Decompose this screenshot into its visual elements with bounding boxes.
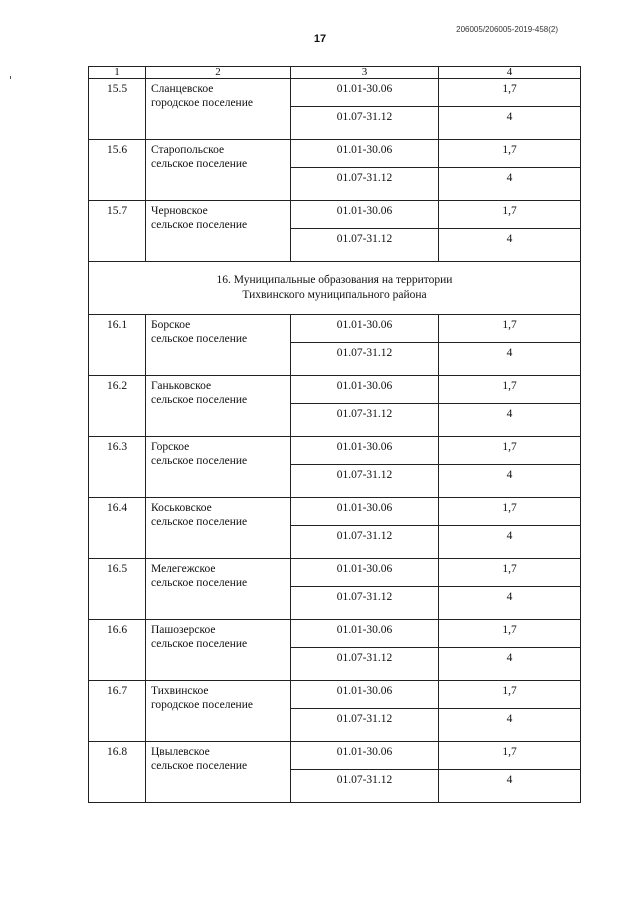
row-number: 16.8 <box>89 742 146 803</box>
row-number: 16.4 <box>89 498 146 559</box>
period-second-half: 01.07-31.12 <box>291 107 439 140</box>
coefficient-first-half: 1,7 <box>439 376 581 404</box>
coefficient-second-half: 4 <box>439 709 581 742</box>
coefficient-second-half: 4 <box>439 770 581 803</box>
row-number: 15.6 <box>89 140 146 201</box>
period-second-half: 01.07-31.12 <box>291 770 439 803</box>
period-first-half: 01.01-30.06 <box>291 498 439 526</box>
coefficient-second-half: 4 <box>439 587 581 620</box>
table-row <box>89 559 581 587</box>
coefficient-first-half: 1,7 <box>439 742 581 770</box>
period-first-half: 01.01-30.06 <box>291 315 439 343</box>
coefficient-first-half: 1,7 <box>439 681 581 709</box>
municipality-name <box>146 140 291 201</box>
column-header-2: 2 <box>146 67 291 79</box>
coefficient-second-half: 4 <box>439 343 581 376</box>
coefficient-second-half: 4 <box>439 465 581 498</box>
municipality-name-line1: Горское <box>151 441 190 453</box>
coefficient-second-half: 4 <box>439 648 581 681</box>
period-first-half: 01.01-30.06 <box>291 620 439 648</box>
period-first-half: 01.01-30.06 <box>291 559 439 587</box>
period-first-half: 01.01-30.06 <box>291 140 439 168</box>
period-second-half: 01.07-31.12 <box>291 587 439 620</box>
table-row <box>89 376 581 404</box>
period-first-half: 01.01-30.06 <box>291 681 439 709</box>
municipality-name-line2: сельское поселение <box>151 333 248 345</box>
coefficient-second-half: 4 <box>439 107 581 140</box>
coefficient-second-half: 4 <box>439 526 581 559</box>
coefficient-first-half: 1,7 <box>439 498 581 526</box>
coefficient-first-half: 1,7 <box>439 437 581 465</box>
row-number: 16.1 <box>89 315 146 376</box>
period-second-half: 01.07-31.12 <box>291 648 439 681</box>
coefficient-second-half: 4 <box>439 168 581 201</box>
table-row <box>89 140 581 168</box>
period-second-half: 01.07-31.12 <box>291 526 439 559</box>
margin-mark <box>10 76 11 79</box>
coefficient-second-half: 4 <box>439 229 581 262</box>
municipality-name-line2: сельское поселение <box>151 638 248 650</box>
row-number: 15.7 <box>89 201 146 262</box>
table-row <box>89 201 581 229</box>
column-header-row <box>89 67 581 79</box>
table-row <box>89 620 581 648</box>
row-number: 16.7 <box>89 681 146 742</box>
municipality-name-line1: Борское <box>151 319 191 331</box>
period-second-half: 01.07-31.12 <box>291 465 439 498</box>
municipality-name <box>146 681 291 742</box>
tariff-table <box>88 66 581 803</box>
section-heading-line2: Тихвинского муниципального района <box>242 289 427 301</box>
municipality-name-line1: Сланцевское <box>151 83 214 95</box>
coefficient-first-half: 1,7 <box>439 201 581 229</box>
period-first-half: 01.01-30.06 <box>291 742 439 770</box>
period-first-half: 01.01-30.06 <box>291 376 439 404</box>
period-second-half: 01.07-31.12 <box>291 404 439 437</box>
coefficient-second-half: 4 <box>439 404 581 437</box>
row-number: 16.6 <box>89 620 146 681</box>
period-second-half: 01.07-31.12 <box>291 168 439 201</box>
municipality-name-line2: сельское поселение <box>151 394 248 406</box>
municipality-name-line2: сельское поселение <box>151 516 248 528</box>
period-first-half: 01.01-30.06 <box>291 201 439 229</box>
table-row <box>89 79 581 107</box>
municipality-name <box>146 315 291 376</box>
coefficient-first-half: 1,7 <box>439 315 581 343</box>
row-number: 15.5 <box>89 79 146 140</box>
municipality-name-line2: сельское поселение <box>151 219 248 231</box>
municipality-name-line1: Старопольское <box>151 144 225 156</box>
municipality-name-line1: Черновское <box>151 205 208 217</box>
page-number: 17 <box>313 33 327 45</box>
municipality-name <box>146 498 291 559</box>
period-first-half: 01.01-30.06 <box>291 79 439 107</box>
column-header-1: 1 <box>89 67 146 79</box>
period-second-half: 01.07-31.12 <box>291 709 439 742</box>
table-row <box>89 498 581 526</box>
coefficient-first-half: 1,7 <box>439 559 581 587</box>
municipality-name-line1: Ганьковское <box>151 380 212 392</box>
municipality-name-line1: Тихвинское <box>151 685 209 697</box>
municipality-name <box>146 559 291 620</box>
period-second-half: 01.07-31.12 <box>291 229 439 262</box>
table-row <box>89 742 581 770</box>
municipality-name-line2: городское поселение <box>151 97 253 109</box>
municipality-name-line1: Цвылевское <box>151 746 210 758</box>
column-header-4: 4 <box>439 67 581 79</box>
table-body <box>89 67 581 803</box>
municipality-name-line1: Пашозерское <box>151 624 216 636</box>
coefficient-first-half: 1,7 <box>439 140 581 168</box>
row-number: 16.5 <box>89 559 146 620</box>
municipality-name <box>146 437 291 498</box>
table-row <box>89 437 581 465</box>
municipality-name-line2: сельское поселение <box>151 577 248 589</box>
document-reference: 206005/206005-2019-458(2) <box>456 25 558 34</box>
municipality-name-line1: Мелегежское <box>151 563 216 575</box>
section-heading-line1: 16. Муниципальные образования на территории <box>216 274 453 286</box>
period-first-half: 01.01-30.06 <box>291 437 439 465</box>
period-second-half: 01.07-31.12 <box>291 343 439 376</box>
row-number: 16.2 <box>89 376 146 437</box>
municipality-name <box>146 79 291 140</box>
municipality-name-line2: сельское поселение <box>151 455 248 467</box>
coefficient-first-half: 1,7 <box>439 620 581 648</box>
municipality-name-line1: Коськовское <box>151 502 212 514</box>
section-header-row <box>89 262 581 315</box>
municipality-name <box>146 620 291 681</box>
municipality-name-line2: сельское поселение <box>151 760 248 772</box>
municipality-name-line2: сельское поселение <box>151 158 248 170</box>
section-heading <box>89 262 581 315</box>
municipality-name <box>146 742 291 803</box>
table-row <box>89 681 581 709</box>
municipality-name <box>146 376 291 437</box>
coefficient-first-half: 1,7 <box>439 79 581 107</box>
column-header-3: 3 <box>291 67 439 79</box>
table-row <box>89 315 581 343</box>
municipality-name <box>146 201 291 262</box>
municipality-name-line2: городское поселение <box>151 699 253 711</box>
row-number: 16.3 <box>89 437 146 498</box>
